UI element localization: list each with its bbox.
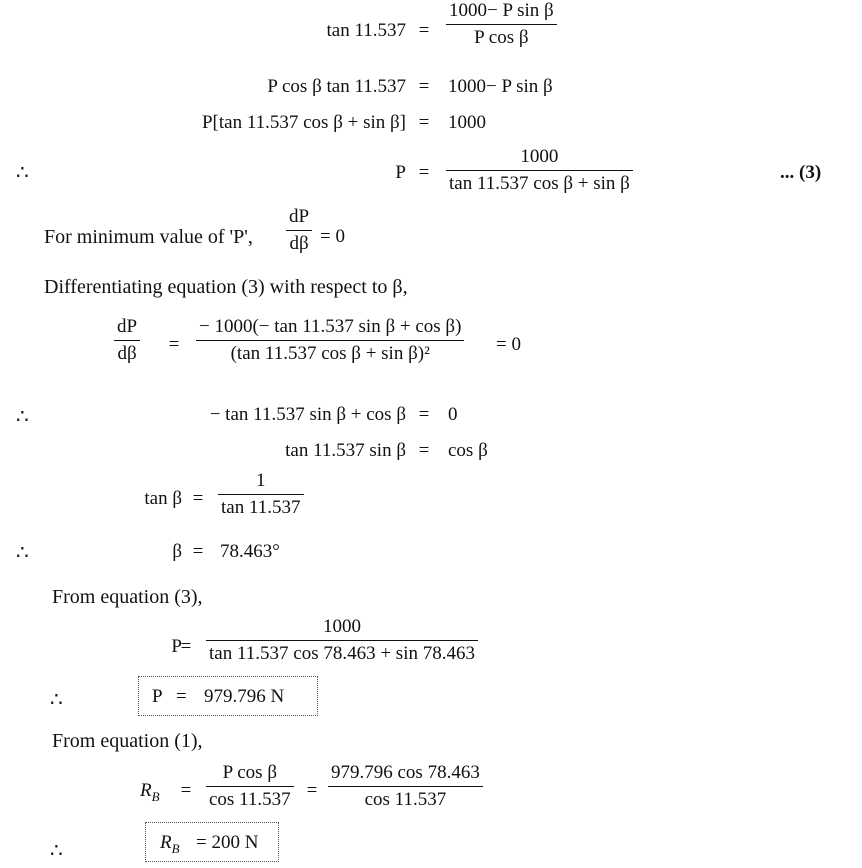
eq7-denominator: (tan 11.537 cos β + sin β)² — [230, 343, 430, 364]
eq16-numerator-1: P cos β — [222, 762, 277, 783]
eq7-lhs-denominator: dβ — [117, 343, 137, 364]
eq1-numerator: 1000− P sin β — [449, 0, 554, 21]
eq16-numerator-2: 979.796 cos 78.463 — [331, 762, 480, 783]
eq4-denominator: tan 11.537 cos β + sin β — [449, 173, 630, 194]
eq8-rhs: 0 — [448, 404, 458, 425]
eq11-rhs: 78.463° — [220, 541, 280, 562]
eq4-equals: = — [418, 162, 430, 183]
eq4-fraction — [446, 146, 633, 195]
eq14-lhs: P — [152, 686, 163, 707]
equation-tag-3: ... (3) — [780, 162, 822, 183]
eq1-denominator: P cos β — [474, 27, 529, 48]
eq4-lhs: P — [395, 162, 406, 183]
eq9-rhs: cos β — [448, 440, 488, 461]
eq7-equals: = — [168, 334, 180, 355]
eq3-equals: = — [418, 112, 430, 133]
eq3-rhs: 1000 — [448, 112, 486, 133]
eq13-fraction — [206, 616, 478, 665]
eq8-lhs: − tan 11.537 sin β + cos β — [209, 404, 406, 425]
eq1-equals: = — [418, 20, 430, 41]
eq16-denominator-1: cos 11.537 — [209, 789, 291, 810]
eq7-lhs-fraction — [114, 316, 140, 365]
therefore-symbol: ∴ — [16, 162, 29, 184]
eq17-sub-b: B — [171, 840, 180, 856]
eq13-numerator: 1000 — [322, 616, 361, 637]
eq13-lhs: P — [171, 636, 182, 657]
eq4-numerator: 1000 — [520, 146, 559, 167]
eq16-lhs — [140, 780, 160, 805]
therefore-symbol: ∴ — [16, 406, 29, 428]
eq9-lhs: tan 11.537 sin β — [285, 440, 406, 461]
eq7-fraction — [196, 316, 464, 365]
eq16-fraction-1 — [206, 762, 294, 811]
eq17-rhs: = 200 N — [196, 832, 259, 853]
eq1-fraction — [446, 0, 557, 49]
eq11-lhs: β — [172, 541, 182, 562]
eq2-rhs: 1000− P sin β — [448, 76, 553, 97]
eq10-lhs: tan β — [144, 488, 182, 509]
therefore-symbol: ∴ — [50, 689, 63, 711]
eq16-fraction-2 — [328, 762, 483, 811]
therefore-symbol: ∴ — [50, 840, 63, 862]
eq8-equals: = — [418, 404, 430, 425]
eq7-rhs: = 0 — [496, 334, 521, 355]
eq11-equals: = — [192, 541, 204, 562]
eq10-equals: = — [192, 488, 204, 509]
eq16-equals-2: = — [306, 780, 318, 801]
from-eq3-text: From equation (3), — [52, 586, 203, 608]
eq9-equals: = — [418, 440, 430, 461]
from-eq1-text: From equation (1), — [52, 730, 203, 752]
therefore-symbol: ∴ — [16, 542, 29, 564]
eq10-fraction — [218, 470, 304, 519]
eq16-denominator-2: cos 11.537 — [364, 789, 447, 810]
min-value-rhs: = 0 — [320, 226, 345, 247]
eq2-equals: = — [418, 76, 430, 97]
dbeta-denominator: dβ — [289, 233, 309, 254]
eq14-equals: = — [176, 686, 187, 707]
eq10-numerator: 1 — [256, 470, 266, 491]
dp-dbeta-fraction — [286, 206, 312, 255]
eq7-lhs-numerator: dP — [117, 316, 138, 337]
eq13-equals: = — [180, 636, 192, 657]
eq17-r: R — [160, 832, 172, 853]
eq7-numerator: − 1000(− tan 11.537 sin β + cos β) — [199, 316, 462, 337]
eq17-lhs — [160, 832, 180, 857]
eq10-denominator: tan 11.537 — [221, 497, 301, 518]
eq16-equals: = — [180, 780, 192, 801]
differentiating-text: Differentiating equation (3) with respect to β, — [44, 276, 408, 298]
eq3-lhs: P[tan 11.537 cos β + sin β] — [201, 112, 406, 133]
eq14-rhs: 979.796 N — [204, 686, 285, 707]
eq16-sub-b: B — [151, 788, 160, 804]
dp-numerator: dP — [289, 206, 310, 227]
min-value-text: For minimum value of 'P', — [44, 226, 253, 248]
eq13-denominator: tan 11.537 cos 78.463 + sin 78.463 — [209, 643, 475, 664]
eq1-lhs: tan 11.537 — [326, 20, 406, 41]
eq16-r: R — [140, 780, 152, 801]
eq2-lhs: P cos β tan 11.537 — [267, 76, 406, 97]
